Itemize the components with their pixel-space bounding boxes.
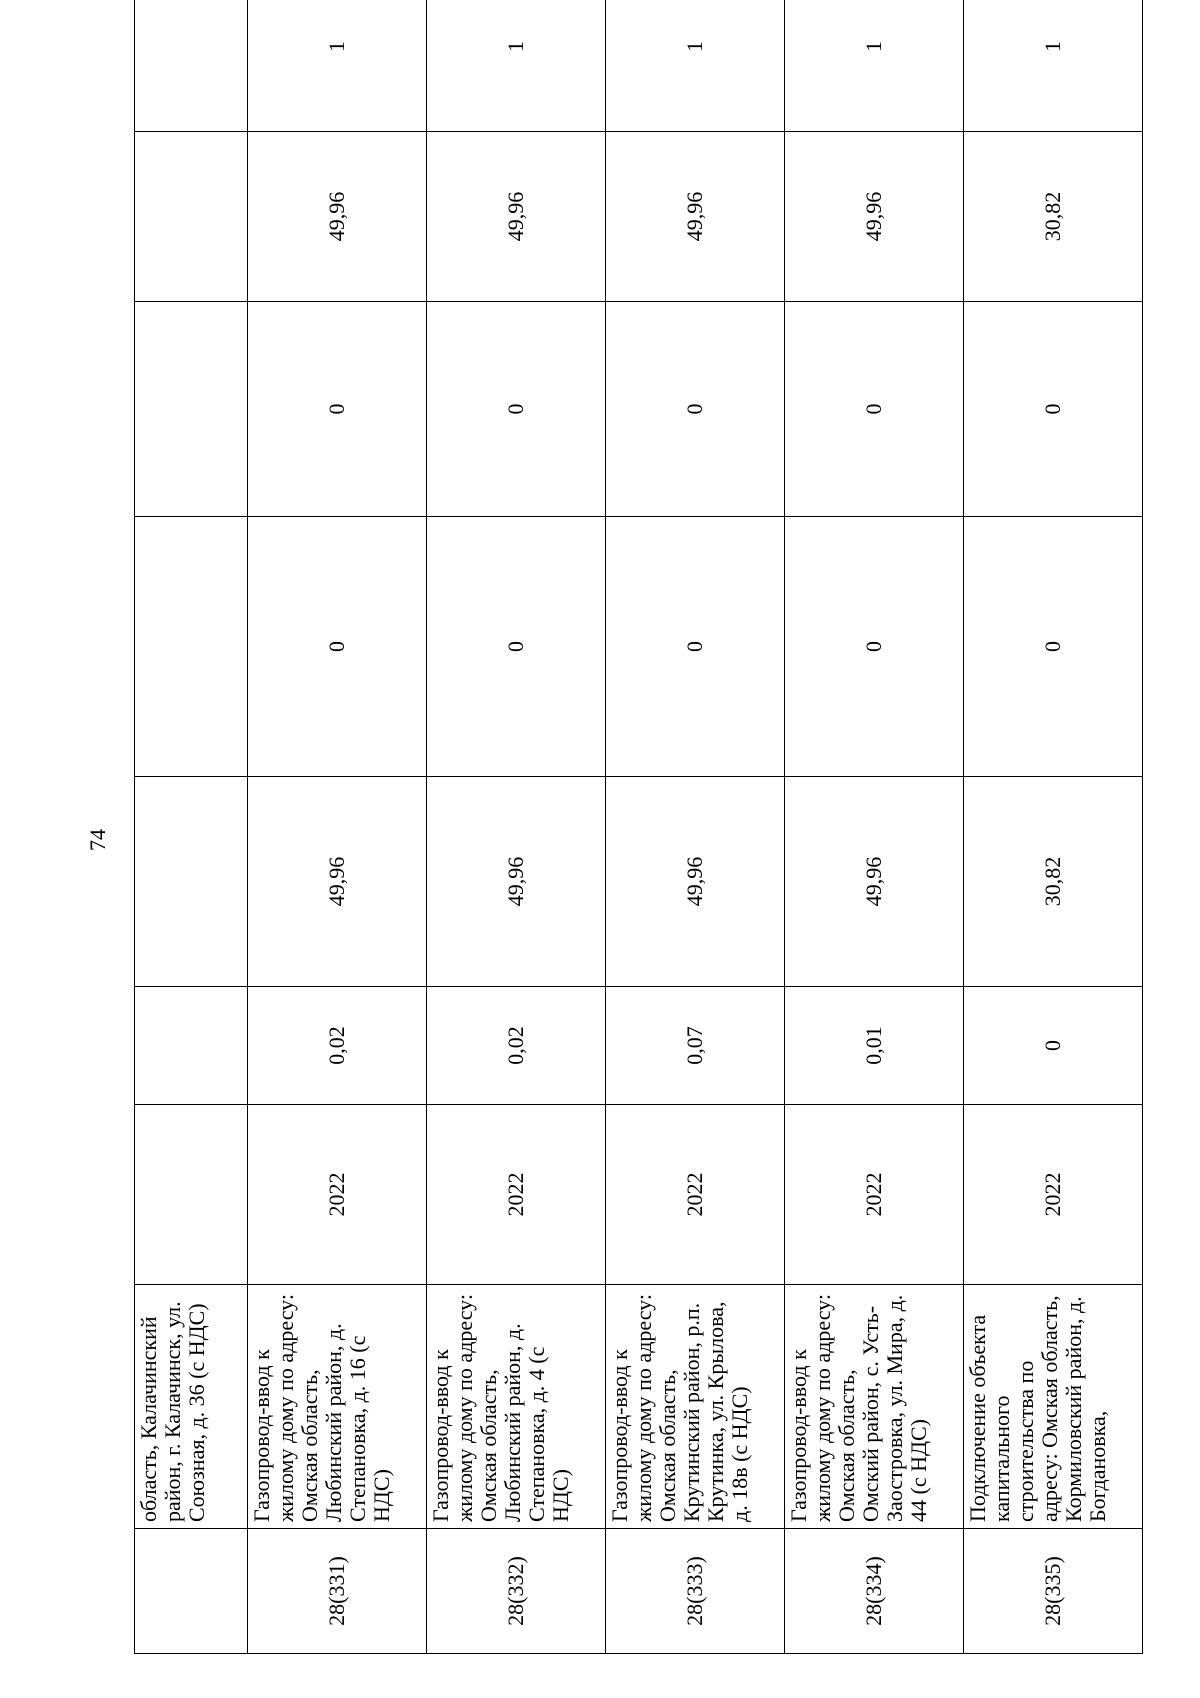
length-cell: 0,07	[606, 987, 785, 1105]
row-number-cell: 28(335)	[964, 1529, 1143, 1654]
year-cell: 2022	[964, 1105, 1143, 1285]
cost-col-4-cell	[135, 517, 248, 777]
quantity-cell: 1	[248, 0, 427, 132]
cost-total-cell: 49,96	[606, 777, 785, 987]
cost-col-6-cell: 49,96	[427, 132, 606, 302]
description-cell: область, Калачинский район, г. Калачинск, ул. Союзная, д. 36 (с НДС)	[135, 1285, 248, 1529]
length-cell: 0	[964, 987, 1143, 1105]
year-cell: 2022	[785, 1105, 964, 1285]
cost-col-4-cell: 0	[606, 517, 785, 777]
cost-col-4-cell: 0	[427, 517, 606, 777]
cost-col-6-cell: 49,96	[606, 132, 785, 302]
cost-col-6-cell: 49,96	[248, 132, 427, 302]
page-number: 74	[85, 829, 110, 851]
cost-col-5-cell: 0	[785, 302, 964, 517]
year-cell: 2022	[248, 1105, 427, 1285]
year-cell	[135, 1105, 248, 1285]
length-cell: 0,02	[427, 987, 606, 1105]
row-number-cell: 28(332)	[427, 1529, 606, 1654]
cost-col-4-cell: 0	[964, 517, 1143, 777]
description-cell: Газопровод-ввод к жилому дому по адресу: Омская область, Любинский район, д. Степановка, д. 16 (с НДС)	[248, 1285, 427, 1529]
row-number-cell	[135, 1529, 248, 1654]
quantity-cell: 1	[606, 0, 785, 132]
table-row	[606, 0, 785, 1654]
cost-col-6-cell	[135, 132, 248, 302]
table-row	[785, 0, 964, 1654]
cost-col-5-cell: 0	[964, 302, 1143, 517]
year-cell: 2022	[427, 1105, 606, 1285]
row-number-cell: 28(331)	[248, 1529, 427, 1654]
cost-total-cell: 49,96	[248, 777, 427, 987]
row-number-cell: 28(334)	[785, 1529, 964, 1654]
cost-col-4-cell: 0	[248, 517, 427, 777]
table-row	[427, 0, 606, 1654]
row-number-cell: 28(333)	[606, 1529, 785, 1654]
table-body	[135, 0, 1143, 1654]
table-row	[135, 0, 248, 1654]
cost-col-5-cell: 0	[248, 302, 427, 517]
cost-total-cell	[135, 777, 248, 987]
cost-total-cell: 30,82	[964, 777, 1143, 987]
table-row	[248, 0, 427, 1654]
cost-col-5-cell: 0	[427, 302, 606, 517]
quantity-cell	[135, 0, 248, 132]
cost-col-6-cell: 49,96	[785, 132, 964, 302]
table-row	[964, 0, 1143, 1654]
quantity-cell: 1	[964, 0, 1143, 132]
rotated-table-container	[134, 34, 1142, 1654]
cost-total-cell: 49,96	[427, 777, 606, 987]
description-cell: Подключение объекта капитального строительства по адресу: Омская область, Кормиловский район, д. Богдановка,	[964, 1285, 1143, 1529]
cost-col-5-cell	[135, 302, 248, 517]
cost-col-5-cell: 0	[606, 302, 785, 517]
description-cell: Газопровод-ввод к жилому дому по адресу: Омская область, Любинский район, д. Степановка, д. 4 (с НДС)	[427, 1285, 606, 1529]
cost-total-cell: 49,96	[785, 777, 964, 987]
data-table	[134, 0, 1143, 1654]
description-cell: Газопровод-ввод к жилому дому по адресу: Омская область, Крутинский район, р.п. Крутинка, ул. Крылова, д. 18в (с НДС)	[606, 1285, 785, 1529]
length-cell: 0,02	[248, 987, 427, 1105]
year-cell: 2022	[606, 1105, 785, 1285]
cost-col-4-cell: 0	[785, 517, 964, 777]
quantity-cell: 1	[785, 0, 964, 132]
description-cell: Газопровод-ввод к жилому дому по адресу: Омская область, Омский район, с. Усть-Заостровка, ул. Мира, д. 44 (с НДС)	[785, 1285, 964, 1529]
cost-col-6-cell: 30,82	[964, 132, 1143, 302]
quantity-cell: 1	[427, 0, 606, 132]
length-cell: 0,01	[785, 987, 964, 1105]
length-cell	[135, 987, 248, 1105]
